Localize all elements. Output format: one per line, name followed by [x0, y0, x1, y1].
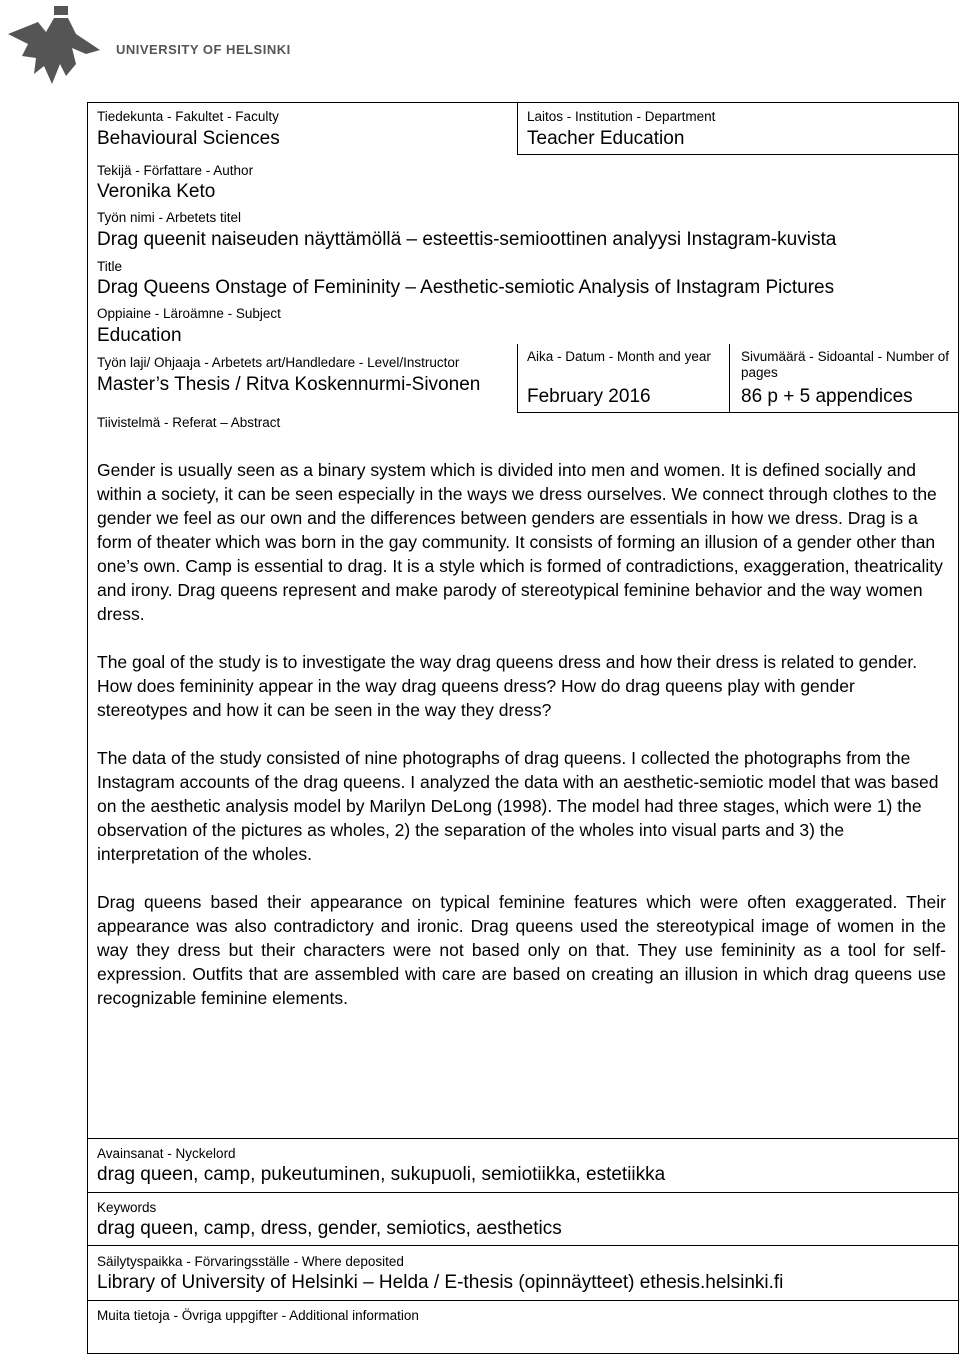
divider	[517, 154, 959, 155]
faculty-label: Tiedekunta - Fakultet - Faculty	[97, 109, 279, 124]
divider	[87, 1300, 959, 1301]
abstract-paragraph: Gender is usually seen as a binary system which is divided into men and women. It is defined socially and within a society, it can be seen especially in the ways we dress ourselves. We connect through clothes to the gender we feel as our own and the differences between genders are essentials in how we dress. Drag is a form of theater which was born in the gay community. It consists of forming an illusion of a gender other than one’s own. Camp is essential to drag. It is a style which is formed of contradictions, exaggeration, theatricality and irony. Drag queens represent and make parody of stereotypical feminine behavior and the way women dress.	[97, 460, 943, 624]
department-value: Teacher Education	[527, 128, 685, 149]
divider	[517, 344, 518, 412]
subject-value: Education	[97, 325, 182, 346]
pages-label: Sivumäärä - Sidoantal - Number of pages	[741, 349, 949, 380]
keywords-en-label: Keywords	[97, 1200, 157, 1215]
author-value: Veronika Keto	[97, 181, 216, 202]
level-value: Master’s Thesis / Ritva Koskennurmi-Sivonen	[97, 374, 481, 395]
university-name: UNIVERSITY OF HELSINKI	[116, 42, 291, 57]
abstract-paragraph: The data of the study consisted of nine photographs of drag queens. I collected the photographs from the Instagram accounts of the drag queens. I analyzed the data with an aesthetic-semiotic model that was based on the aesthetic analysis model by Marilyn DeLong (1998). The model had three stages, which were 1) the observation of the pictures as wholes, 2) the separation of the wholes into visual parts and 3) the interpretation of the wholes.	[97, 748, 939, 864]
abstract-body	[97, 458, 946, 1034]
helsinki-flame-icon	[6, 4, 106, 88]
work-title-fi-value: Drag queenit naiseuden näyttämöllä – esteettis-semioottinen analyysi Instagram-kuvista	[97, 229, 837, 250]
keywords-fi-label: Avainsanat - Nyckelord	[97, 1146, 236, 1161]
keywords-fi-value: drag queen, camp, pukeutuminen, sukupuoli, semiotiikka, estetiikka	[97, 1164, 666, 1185]
faculty-value: Behavioural Sciences	[97, 128, 280, 149]
date-label: Aika - Datum - Month and year	[527, 349, 711, 364]
abstract-paragraph: Drag queens based their appearance on typical feminine features which were often exaggerated. Their appearance was also contradictory and ironic. Drag queens used the stereotypical image of women in the way they dress but their characters were not based only on that. They use femininity as a tool for self-expression. Outfits that are assembled with care are based on creating an illusion in which drag queens use recognizable feminine elements.	[97, 892, 946, 1008]
abstract-label: Tiivistelmä - Referat – Abstract	[97, 415, 281, 430]
divider	[87, 1245, 959, 1246]
work-title-en-value: Drag Queens Onstage of Femininity – Aesthetic-semiotic Analysis of Instagram Pictures	[97, 277, 835, 298]
abstract-paragraph: The goal of the study is to investigate the way drag queens dress and how their dress is related to gender. How does femininity appear in the way drag queens dress? How do drag queens play with gender stereotypes and how it can be seen in the way they dress?	[97, 652, 918, 720]
divider	[729, 344, 730, 412]
date-value: February 2016	[527, 386, 651, 407]
author-label: Tekijä - Författare - Author	[97, 163, 254, 178]
deposited-value: Library of University of Helsinki – Helda / E-thesis (opinnäytteet) ethesis.helsinki.fi	[97, 1272, 784, 1293]
divider	[517, 102, 518, 154]
keywords-en-value: drag queen, camp, dress, gender, semiotics, aesthetics	[97, 1218, 562, 1239]
university-logo	[6, 4, 386, 92]
divider	[517, 412, 959, 413]
level-label: Työn laji/ Ohjaaja - Arbetets art/Handledare - Level/Instructor	[97, 355, 460, 370]
pages-value: 86 p + 5 appendices	[741, 386, 913, 407]
department-label: Laitos - Institution - Department	[527, 109, 716, 124]
divider	[87, 1138, 959, 1139]
divider	[87, 1192, 959, 1193]
work-title-fi-label: Työn nimi - Arbetets titel	[97, 210, 242, 225]
work-title-en-label: Title	[97, 259, 123, 274]
subject-label: Oppiaine - Läroämne - Subject	[97, 306, 281, 321]
deposited-label: Säilytyspaikka - Förvaringsställe - Where deposited	[97, 1254, 404, 1269]
additional-info-label: Muita tietoja - Övriga uppgifter - Additional information	[97, 1308, 419, 1323]
